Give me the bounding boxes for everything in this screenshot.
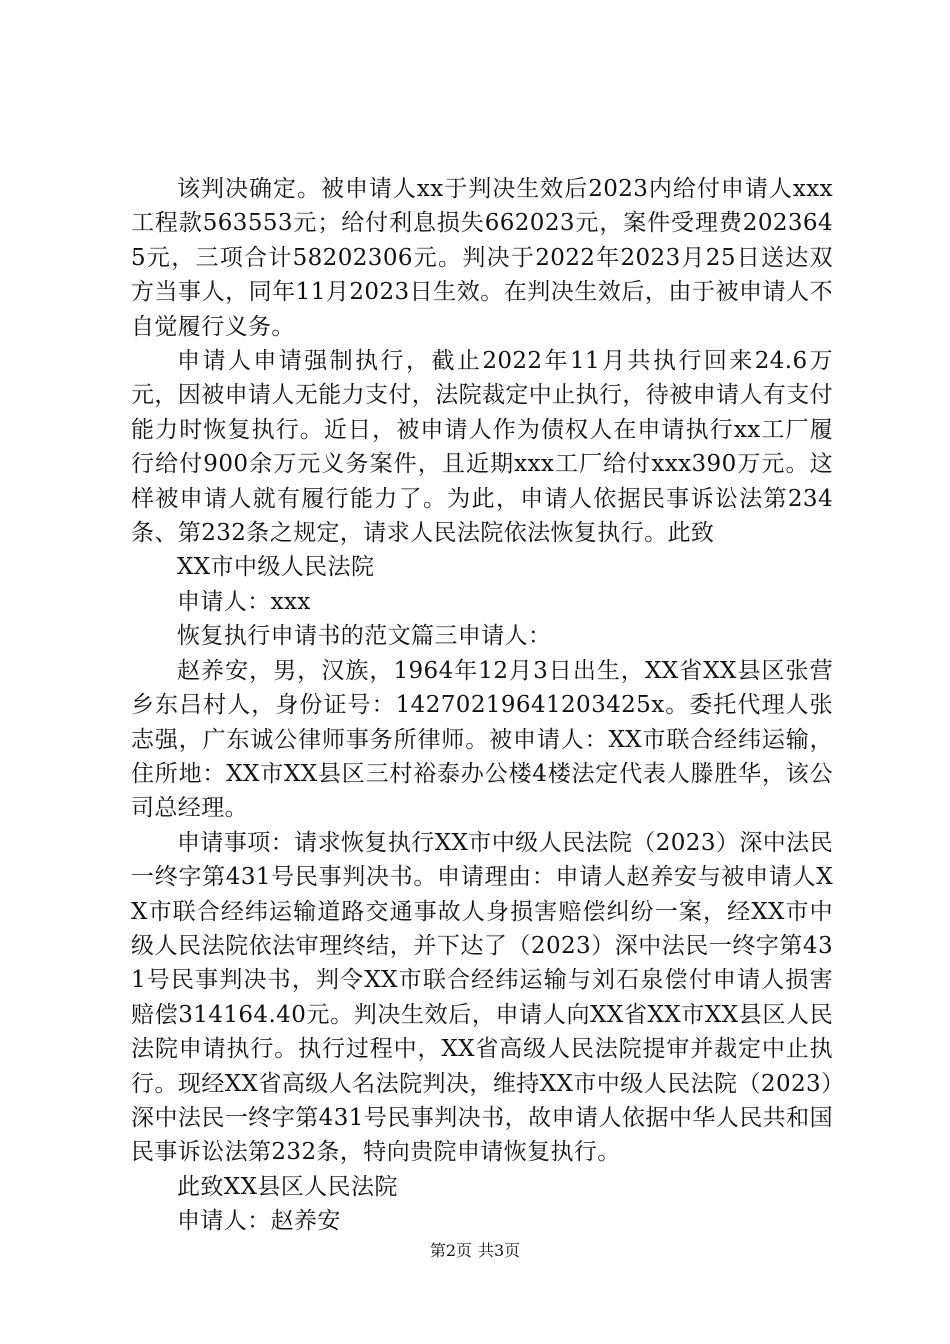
paragraph-applicant-info: 赵养安，男，汉族，1964年12月3日出生，XX省XX县区张营乡东吕村人，身份证号：14270219641203425x。委托代理人张志强，广东诚公律师事务所律师。被申请人：XX市联合经纬运输，住所地：XX市XX县区三村裕泰办公楼4楼法定代表人滕胜华，该公司总经理。 <box>131 657 833 822</box>
paragraph-final-signature: 申请人：赵养安 <box>177 1208 341 1235</box>
paragraph-applicant-signature: 申请人：xxx <box>177 588 311 615</box>
paragraph-request-and-reason: 申请事项：请求恢复执行XX市中级人民法院（2023）深中法民一终字第431号民事判决书。申请理由：申请人赵养安与被申请人XX市联合经纬运输道路交通事故人身损害赔偿纠纷一案，经XX市中级人民法院依法审理终结，并下达了（2023）深中法民一终字第431号民事判决书，判令XX市联合经纬运输与刘石泉偿付申请人损害赔偿314164.40元。判决生效后，申请人向XX省XX市XX县区人民法院申请执行。执行过程中，XX省高级人民法院提审并裁定中止执行。现经XX省高级人名法院判决，维持XX市中级人民法院（2023）深中法民一终字第431号民事判决书，故申请人依据中华人民共和国民事诉讼法第232条，特向贵院申请恢复执行。 <box>131 829 833 1166</box>
paragraph-court-addressee: XX市中级人民法院 <box>177 554 375 581</box>
page-number: 第2页 <box>429 1241 472 1260</box>
paragraph-sample-heading: 恢复执行申请书的范文篇三申请人： <box>177 623 552 650</box>
page-footer <box>0 1241 950 1261</box>
document-body <box>131 172 833 1239</box>
page-total: 共3页 <box>478 1241 521 1260</box>
paragraph-enforcement: 申请人申请强制执行，截止2022年11月共执行回来24.6万元，因被申请人无能力支付，法院裁定中止执行，待被申请人有支付能力时恢复执行。近日，被申请人作为债权人在申请执行xx工厂履行给付900余万元义务案件，且近期xxx工厂给付xxx390万元。这样被申请人就有履行能力了。为此，申请人依据民事诉讼法第234条、第232条之规定，请求人民法院依法恢复执行。此致 <box>131 348 833 547</box>
paragraph-judgment: 该判决确定。被申请人xx于判决生效后2023内给付申请人xxx工程款563553元；给付利息损失662023元，案件受理费2023645元，三项合计58202306元。判决于2022年2023月25日送达双方当事人，同年11月2023日生效。在判决生效后，由于被申请人不自觉履行义务。 <box>131 176 833 340</box>
paragraph-closing-addressee: 此致XX县区人民法院 <box>177 1173 398 1200</box>
